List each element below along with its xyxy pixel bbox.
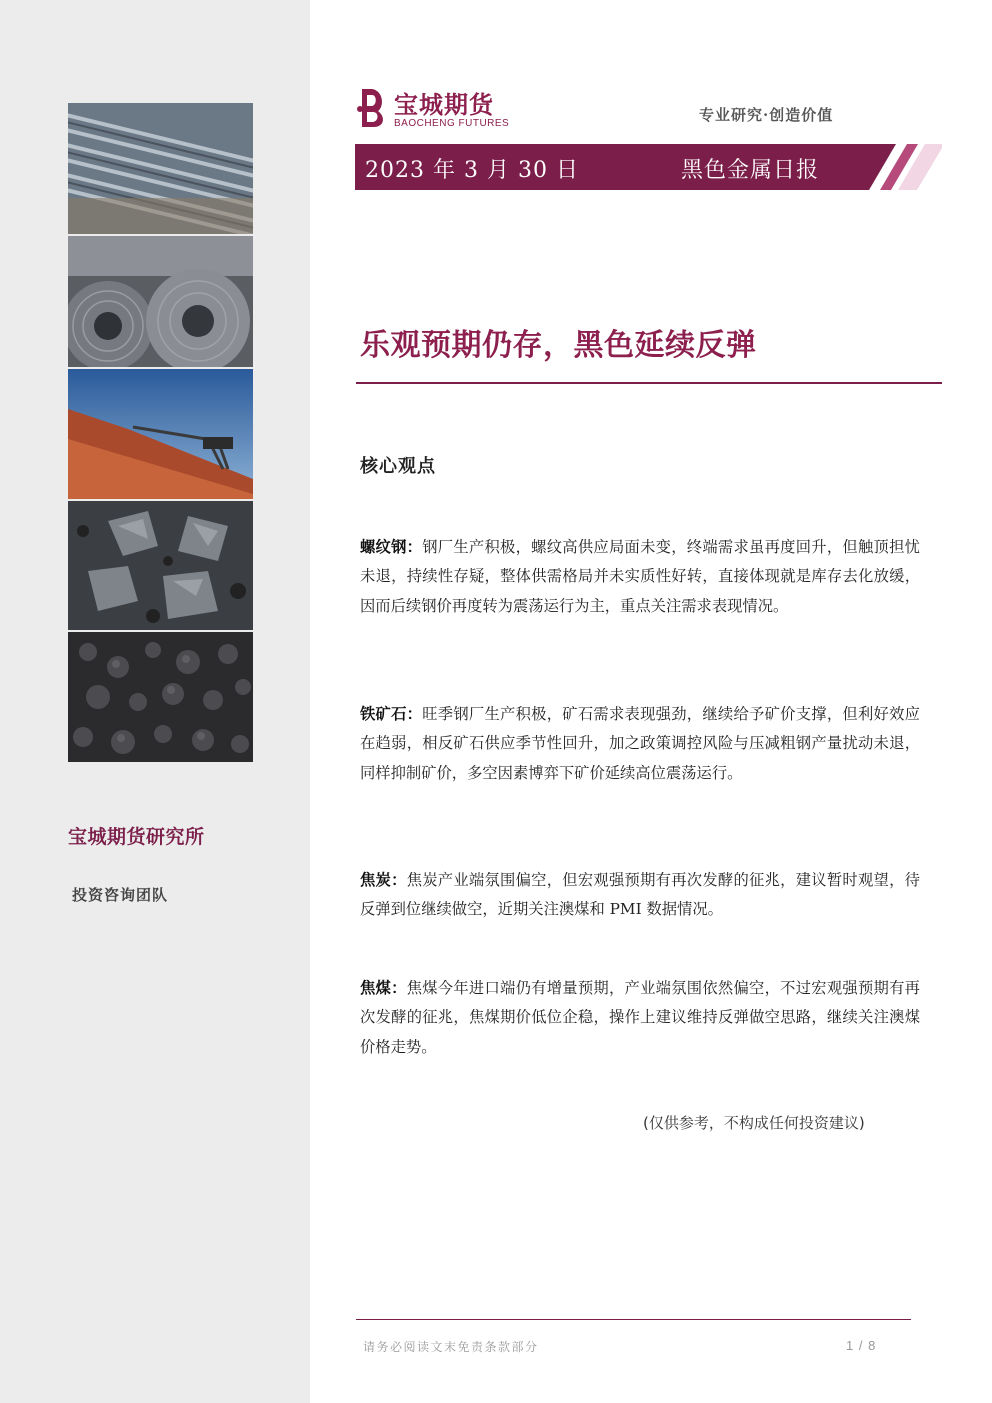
paragraph-text: 焦炭产业端氛围偏空，但宏观强预期有再次发酵的征兆，建议暂时观望，待反弹到位继续做空，近期关注澳煤和 PMI 数据情况。	[360, 871, 920, 919]
company-logo	[356, 85, 526, 135]
paragraph-label: 螺纹钢：	[360, 538, 423, 556]
page-title: 乐观预期仍存，黑色延续反弹	[360, 328, 757, 363]
steel-coil-photo	[68, 236, 253, 367]
institute-name: 宝城期货研究所	[68, 826, 205, 848]
iron-ore-stacker-photo	[68, 369, 253, 499]
logo-mark-icon	[356, 85, 388, 131]
paragraph-coking-coal	[360, 974, 920, 1062]
logo-text-en: BAOCHENG FUTURES	[394, 118, 510, 129]
disclaimer: (仅供参考，不构成任何投资建议)	[643, 1114, 865, 1132]
title-divider	[356, 382, 942, 384]
slogan: 专业研究·创造价值	[699, 106, 834, 124]
paragraph-text: 钢厂生产积极，螺纹高供应局面未变，终端需求虽再度回升，但触顶担忧未退，持续性存疑，整体供需格局并未实质性好转，直接体现就是库存去化放缓，因而后续钢价再度转为震荡运行为主，重点关注需求表现情况。	[360, 538, 920, 615]
paragraph-text: 焦煤今年进口端仍有增量预期，产业端氛围依然偏空，不过宏观强预期有再次发酵的征兆，焦煤期价低位企稳，操作上建议维持反弹做空思路，继续关注澳煤价格走势。	[360, 979, 920, 1056]
report-banner	[355, 144, 942, 190]
paragraph-label: 焦炭：	[360, 871, 407, 889]
paragraph-rebar	[360, 533, 920, 621]
footer-divider	[356, 1319, 911, 1320]
footer-note: 请务必阅读文末免责条款部分	[363, 1340, 539, 1354]
rebar-photo	[68, 103, 253, 234]
coke-photo	[68, 632, 253, 762]
paragraph-iron-ore	[360, 700, 920, 788]
report-type: 黑色金属日报	[681, 158, 820, 183]
section-title: 核心观点	[360, 456, 436, 477]
paragraph-label: 铁矿石：	[360, 705, 423, 723]
team-name: 投资咨询团队	[72, 886, 169, 904]
paragraph-text: 旺季钢厂生产积极，矿石需求表现强劲，继续给予矿价支撑，但利好效应在趋弱，相反矿石供应季节性回升，加之政策调控风险与压减粗钢产量扰动未退，同样抑制矿价，多空因素博弈下矿价延续高位震荡运行。	[360, 705, 920, 782]
logo-text-cn: 宝城期货	[394, 91, 494, 119]
paragraph-coke	[360, 866, 920, 925]
paragraph-label: 焦煤：	[360, 979, 407, 997]
coal-lumps-photo	[68, 501, 253, 630]
report-date: 2023 年 3 月 30 日	[365, 158, 579, 183]
page-number: 1 / 8	[846, 1338, 877, 1353]
